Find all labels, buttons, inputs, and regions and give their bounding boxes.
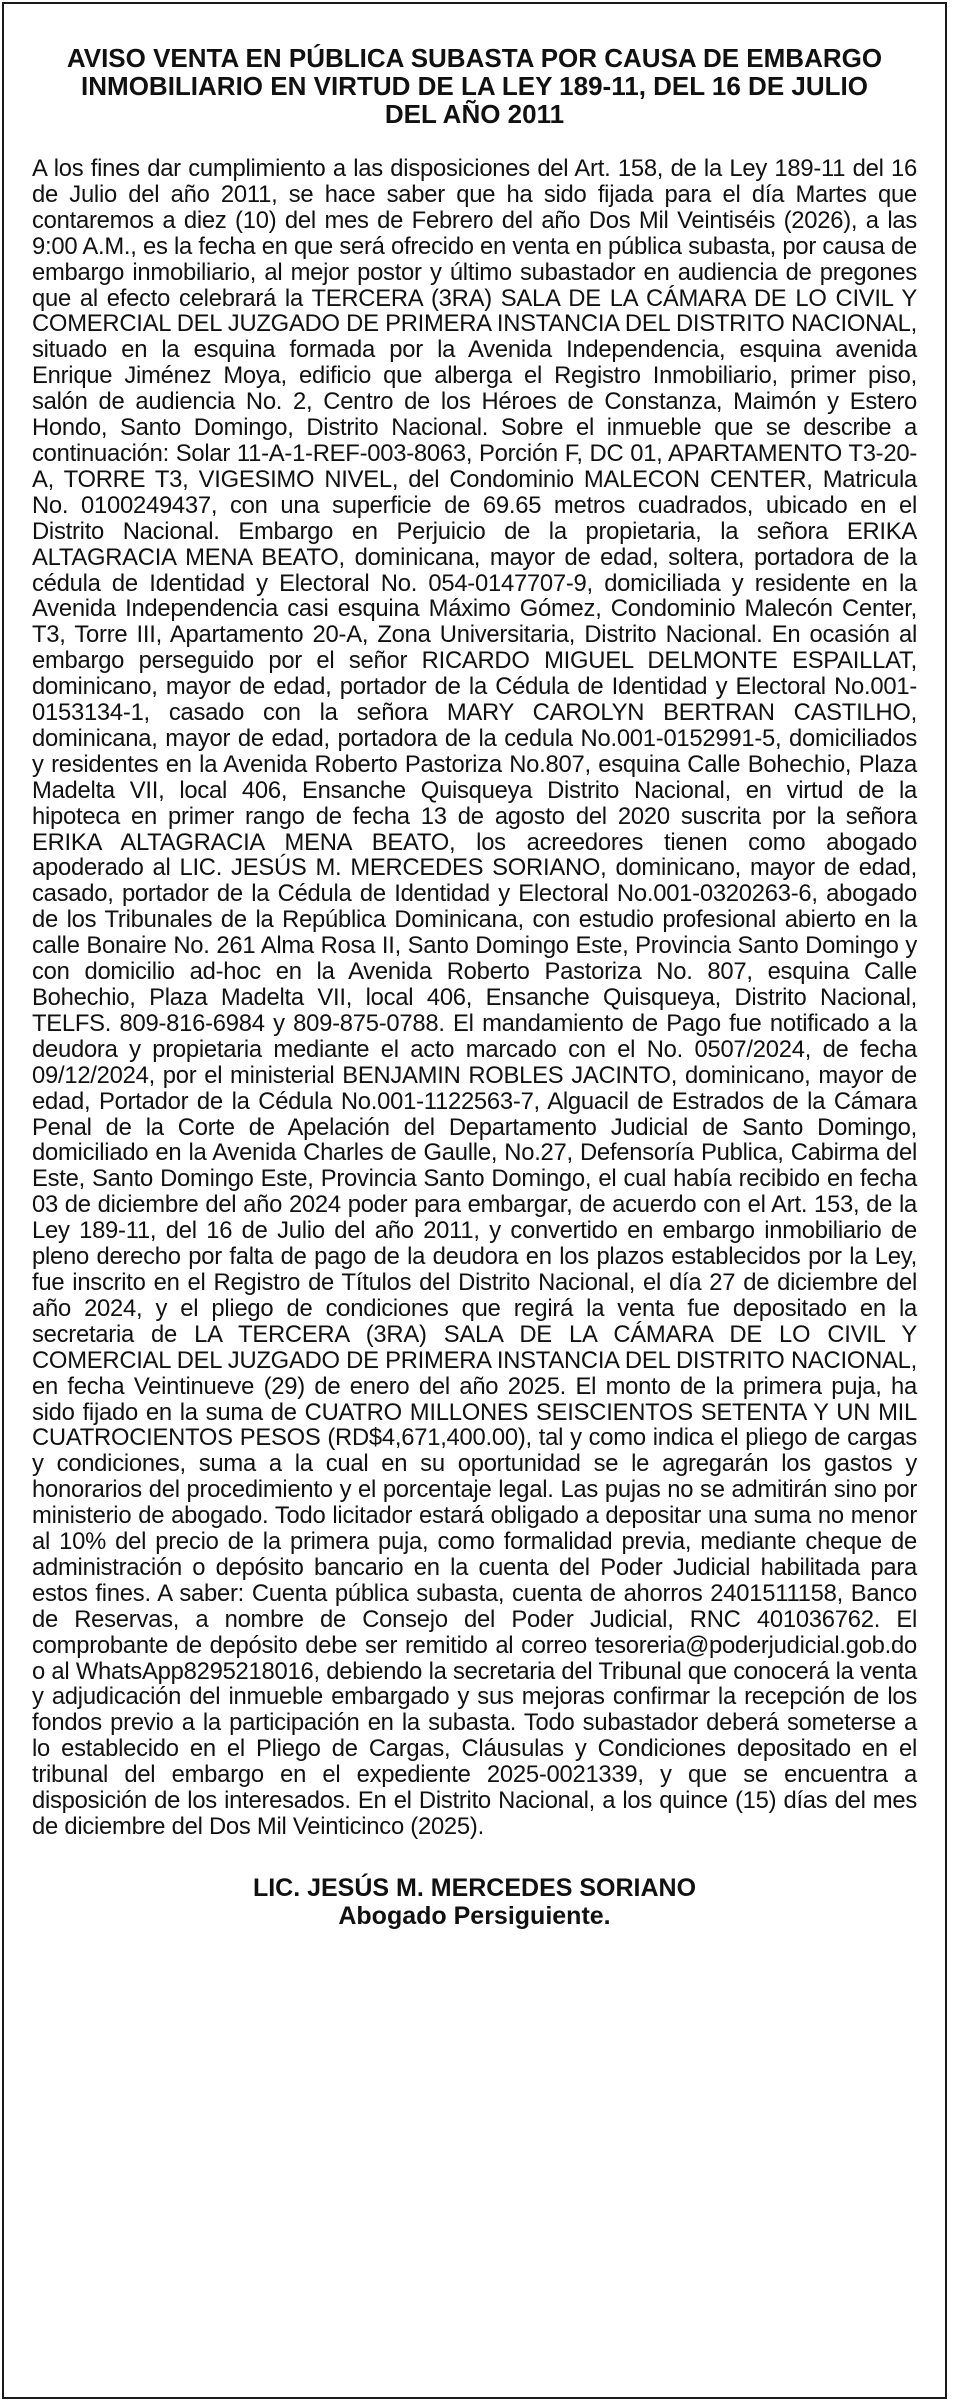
signature-block bbox=[4, 1874, 945, 1930]
notice-title: AVISO VENTA EN PÚBLICA SUBASTA POR CAUSA DE EMBARGO INMOBILIARIO EN VIRTUD DE LA LEY 189-11, DEL 16 DE JULIO DEL AÑO 2011 bbox=[66, 43, 883, 129]
signer-name: LIC. JESÚS M. MERCEDES SORIANO bbox=[252, 1873, 697, 1902]
notice-body: A los fines dar cumplimiento a las disposiciones del Art. 158, de la Ley 189-11 del 16 de Julio del año 2011, se hace saber que ha sido fijada para el día Martes que contaremos a diez (10) del mes de Febrero del año Dos Mil Veintiséis (2026), a las 9:00 A.M., es la fecha en que será ofrecido en venta en pública subasta, por causa de embargo inmobiliario, al mejor postor y último subastador en audiencia de pregones que al efecto celebrará la TERCERA (3RA) SALA DE LA CÁMARA DE LO CIVIL Y COMERCIAL DEL JUZGADO DE PRIMERA INSTANCIA DEL DISTRITO NACIONAL, situado en la esquina formada por la Avenida Independencia, esquina avenida Enrique Jiménez Moya, edificio que alberga el Registro Inmobiliario, primer piso, salón de audiencia No. 2, Centro de los Héroes de Constanza, Maimón y Estero Hondo, Santo Domingo, Distrito Nacional. Sobre el inmueble que se describe a continuación: Solar 11-A-1-REF-003-8063, Porción F, DC 01, APARTAMENTO T3-20-A, TORRE T3, VIGESIMO NIVEL, del Condominio MALECON CENTER, Matricula No. 0100249437, con una superficie de 69.65 metros cuadrados, ubicado en el Distrito Nacional. Embargo en Perjuicio de la propietaria, la señora ERIKA ALTAGRACIA MENA BEATO, dominicana, mayor de edad, soltera, portadora de la cédula de Identidad y Electoral No. 054-0147707-9, domiciliada y residente en la Avenida Independencia casi esquina Máximo Gómez, Condominio Malecón Center, T3, Torre III, Apartamento 20-A, Zona Universitaria, Distrito Nacional. En ocasión al embargo perseguido por el señor RICARDO MIGUEL DELMONTE ESPAILLAT, dominicano, mayor de edad, portador de la Cédula de Identidad y Electoral No.001-0153134-1, casado con la señora MARY CAROLYN BERTRAN CASTILHO, dominicana, mayor de edad, portadora de la cedula No.001-0152991-5, domiciliados y residentes en la Avenida Roberto Pastoriza No.807, esquina Calle Bohechio, Plaza Madelta VII, local 406, Ensanche Quisqueya Distrito Nacional, en virtud de la hipoteca en primer rango de fecha 13 de agosto del 2020 suscrita por la señora ERIKA ALTAGRACIA MENA BEATO, los acreedores tienen como abogado apoderado al LIC. JESÚS M. MERCEDES SORIANO, dominicano, mayor de edad, casado, portador de la Cédula de Identidad y Electoral No.001-0320263-6, abogado de los Tribunales de la República Dominicana, con estudio profesional abierto en la calle Bonaire No. 261 Alma Rosa II, Santo Domingo Este, Provincia Santo Domingo y con domicilio ad-hoc en la Avenida Roberto Pastoriza No. 807, esquina Calle Bohechio, Plaza Madelta VII, local 406, Ensanche Quisqueya, Distrito Nacional, TELFS. 809-816-6984 y 809-875-0788. El mandamiento de Pago fue notificado a la deudora y propietaria mediante el acto marcado con el No. 0507/2024, de fecha 09/12/2024, por el ministerial BENJAMIN ROBLES JACINTO, dominicano, mayor de edad, Portador de la Cédula No.001-1122563-7, Alguacil de Estrados de la Cámara Penal de la Corte de Apelación del Departamento Judicial de Santo Domingo, domiciliado en la Avenida Charles de Gaulle, No.27, Defensoría Publica, Cabirma del Este, Santo Domingo Este, Provincia Santo Domingo, el cual había recibido en fecha 03 de diciembre del año 2024 poder para embargar, de acuerdo con el Art. 153, de la Ley 189-11, del 16 de Julio del año 2011, y convertido en embargo inmobiliario de pleno derecho por falta de pago de la deudora en los plazos establecidos por la Ley, fue inscrito en el Registro de Títulos del Distrito Nacional, el día 27 de diciembre del año 2024, y el pliego de condiciones que regirá la venta fue depositado en la secretaria de LA TERCERA (3RA) SALA DE LA CÁMARA DE LO CIVIL Y COMERCIAL DEL JUZGADO DE PRIMERA INSTANCIA DEL DISTRITO NACIONAL, en fecha Veintinueve (29) de enero del año 2025. El monto de la primera puja, ha sido fijado en la suma de CUATRO MILLONES SEISCIENTOS SETENTA Y UN MIL CUATROCIENTOS PESOS (RD$4,671,400.00), tal y como indica el pliego de cargas y condiciones, suma a la cual en su oportunidad se le agregarán los gastos y honorarios del procedimiento y el porcentaje legal. Las pujas no se admitirán sino por ministerio de abogado. Todo licitador estará obligado a depositar una suma no menor al 10% del precio de la primera puja, como formalidad previa, mediante cheque de administración o depósito bancario en la cuenta del Poder Judicial habilitada para estos fines. A saber: Cuenta pública subasta, cuenta de ahorros 2401511158, Banco de Reservas, a nombre de Consejo del Poder Judicial, RNC 401036762. El comprobante de depósito debe ser remitido al correo tesoreria@poderjudicial.gob.do o al WhatsApp8295218016, debiendo la secretaria del Tribunal que conocerá la venta y adjudicación del inmueble embargado y sus mejoras confirmar la recepción de los fondos previo a la participación en la subasta. Todo subastador deberá someterse a lo establecido en el Pliego de Cargas, Cláusulas y Condiciones depositado en el tribunal del embargo en el expediente 2025-0021339, y que se encuentra a disposición de los interesados. En el Distrito Nacional, a los quince (15) días del mes de diciembre del Dos Mil Veinticinco (2025). bbox=[32, 155, 917, 1840]
signer-role: Abogado Persiguiente. bbox=[338, 1901, 611, 1930]
legal-notice bbox=[2, 2, 947, 2399]
